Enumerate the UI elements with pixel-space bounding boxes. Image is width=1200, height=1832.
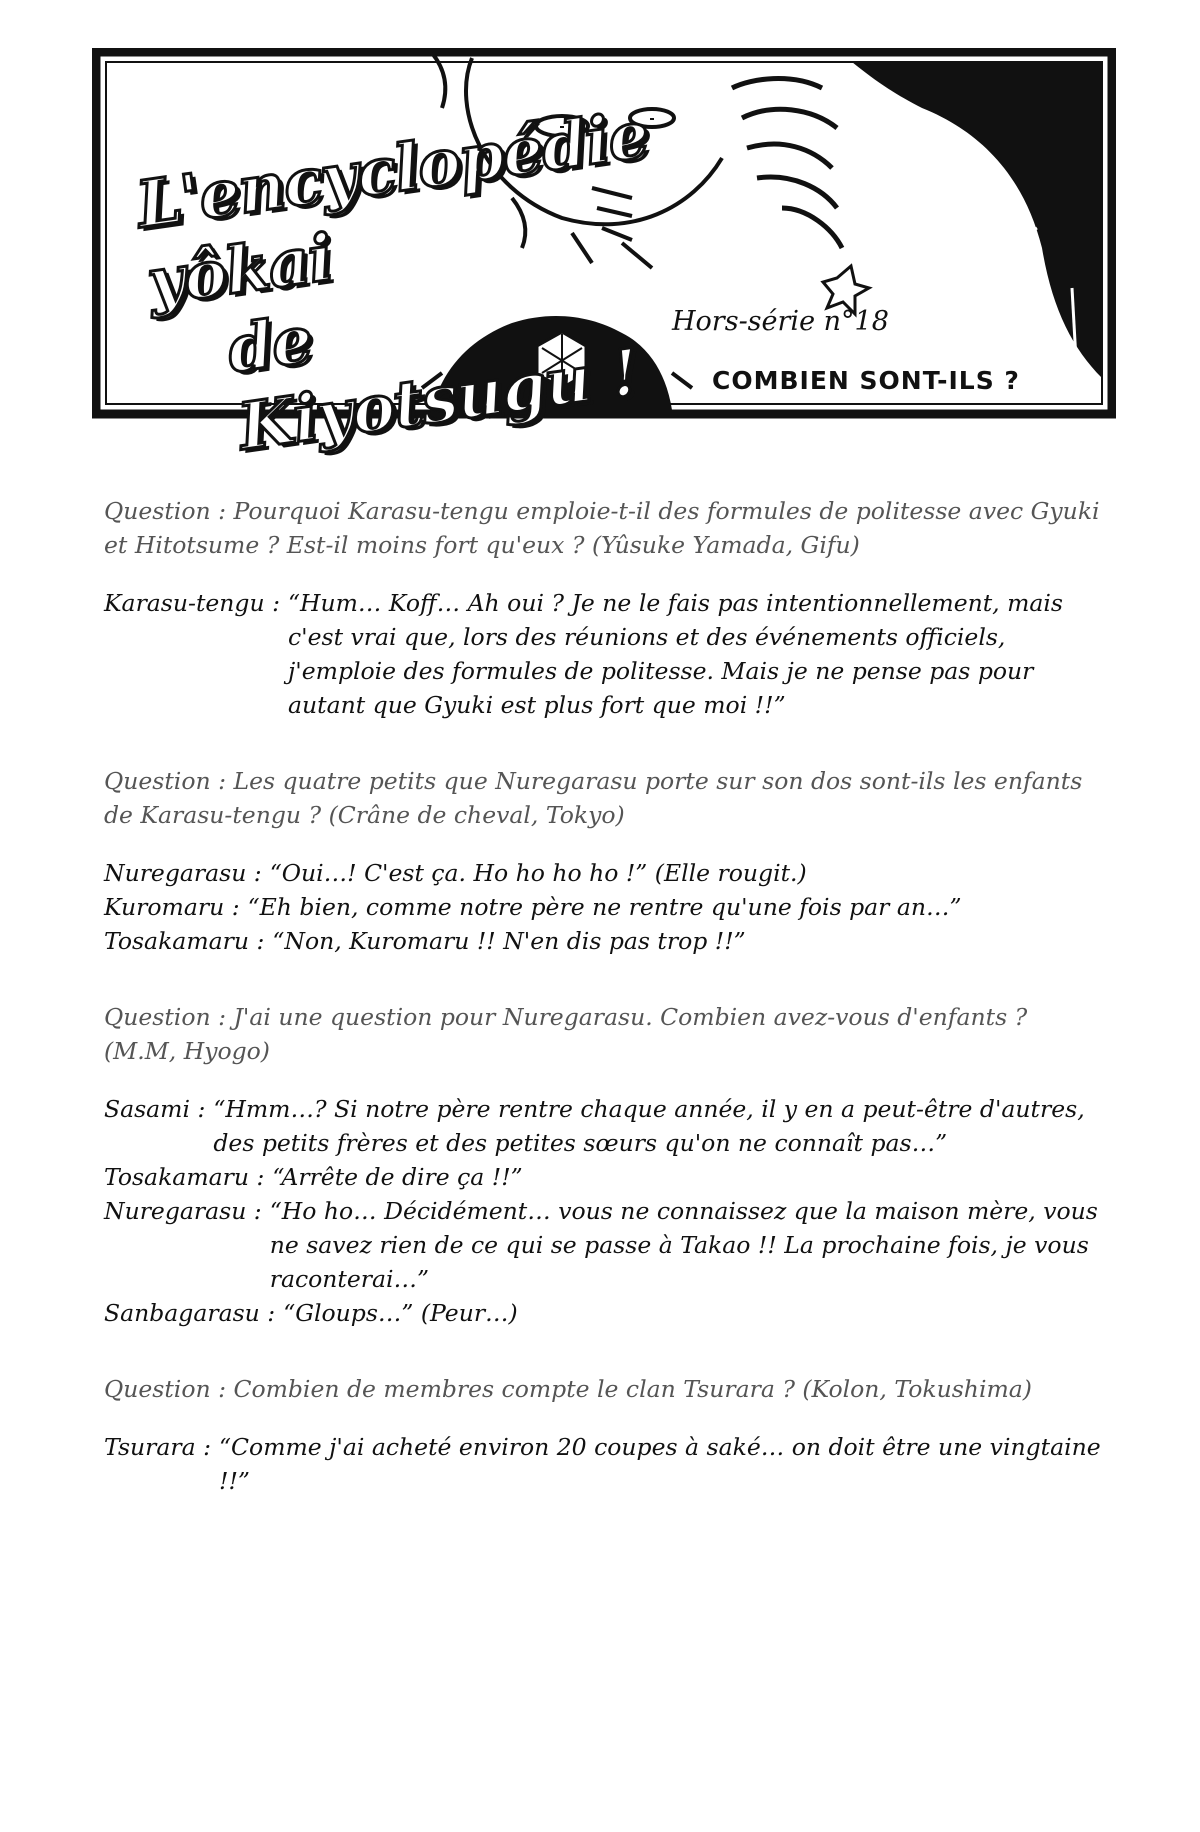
speech-text: “Arrête de dire ça !!” [272,1163,523,1191]
question-text: Question : Combien de membres compte le clan Tsurara ? (Kolon, Tokushima) [104,1375,1032,1403]
answer-line [104,1092,1104,1160]
speaker-name: Tosakamaru : [104,1163,265,1191]
qa-content [104,494,1104,1540]
speech-text: “Oui…! C'est ça. Ho ho ho ho !” (Elle rougit.) [269,859,807,887]
speech-text: “Non, Kuromaru !! N'en dis pas trop !!” [272,927,746,955]
answer-line [104,1160,1104,1194]
qa-block [104,1000,1104,1330]
title-line-1: L'encyclopédie yôkai [132,97,653,321]
question-text: Question : Les quatre petits que Nuregarasu porte sur son dos sont-ils les enfants de Karasu-tengu ? (Crâne de cheval, Tokyo) [104,767,1083,829]
speaker-name: Sanbagarasu : [104,1299,276,1327]
speech-text: “Comme j'ai acheté environ 20 coupes à saké… on doit être une vingtaine !!” [219,1433,1101,1495]
qa-block [104,1372,1104,1498]
speaker-name: Tosakamaru : [104,927,265,955]
answer-line [104,924,1104,958]
encyclopedia-title [132,97,653,477]
speech-text: “Gloups…” (Peur…) [283,1299,518,1327]
speech-text: “Hmm…? Si notre père rentre chaque année, il y en a peut-être d'autres, des petits frères et des petites sœurs qu'on ne connaît pas…” [213,1095,1085,1157]
answer-line [104,1430,1104,1498]
answer-line [104,856,1104,890]
answer-line [104,1194,1104,1296]
speaker-name: Sasami : [104,1095,206,1123]
header-banner [92,48,1116,466]
question-text: Question : Pourquoi Karasu-tengu emploie-t-il des formules de politesse avec Gyuki et Hitotsume ? Est-il moins fort qu'eux ? (Yûsuke Yamada, Gifu) [104,497,1100,559]
answer-line [104,890,1104,924]
speaker-name: Nuregarasu : [104,859,262,887]
answer-line [104,586,1104,722]
qa-block [104,764,1104,958]
speaker-name: Kuromaru : [104,893,240,921]
speech-text: “Ho ho… Décidément… vous ne connaissez que la maison mère, vous ne savez rien de ce qui se passe à Takao !! La prochaine fois, je vous raconterai…” [269,1197,1098,1293]
speaker-name: Nuregarasu : [104,1197,262,1225]
series-number: Hors-série n°18 [672,306,889,337]
speech-text: “Eh bien, comme notre père ne rentre qu'une fois par an…” [247,893,962,921]
speech-text: “Hum… Koff… Ah oui ? Je ne le fais pas intentionnellement, mais c'est vrai que, lors des réunions et des événements officiels, j'emploie des formules de politesse. Mais je ne pense pas pour autant que Gyuki est plus fort que moi !!” [288,589,1063,719]
answer-line [104,1296,1104,1330]
question-text: Question : J'ai une question pour Nuregarasu. Combien avez-vous d'enfants ? (M.M, Hyogo) [104,1003,1028,1065]
title-line-2: de Kiyotsugu ! [223,302,644,466]
speaker-name: Tsurara : [104,1433,212,1461]
speaker-name: Karasu-tengu : [104,589,280,617]
qa-block [104,494,1104,722]
episode-subtitle: COMBIEN SONT-ILS ? [712,366,1020,395]
